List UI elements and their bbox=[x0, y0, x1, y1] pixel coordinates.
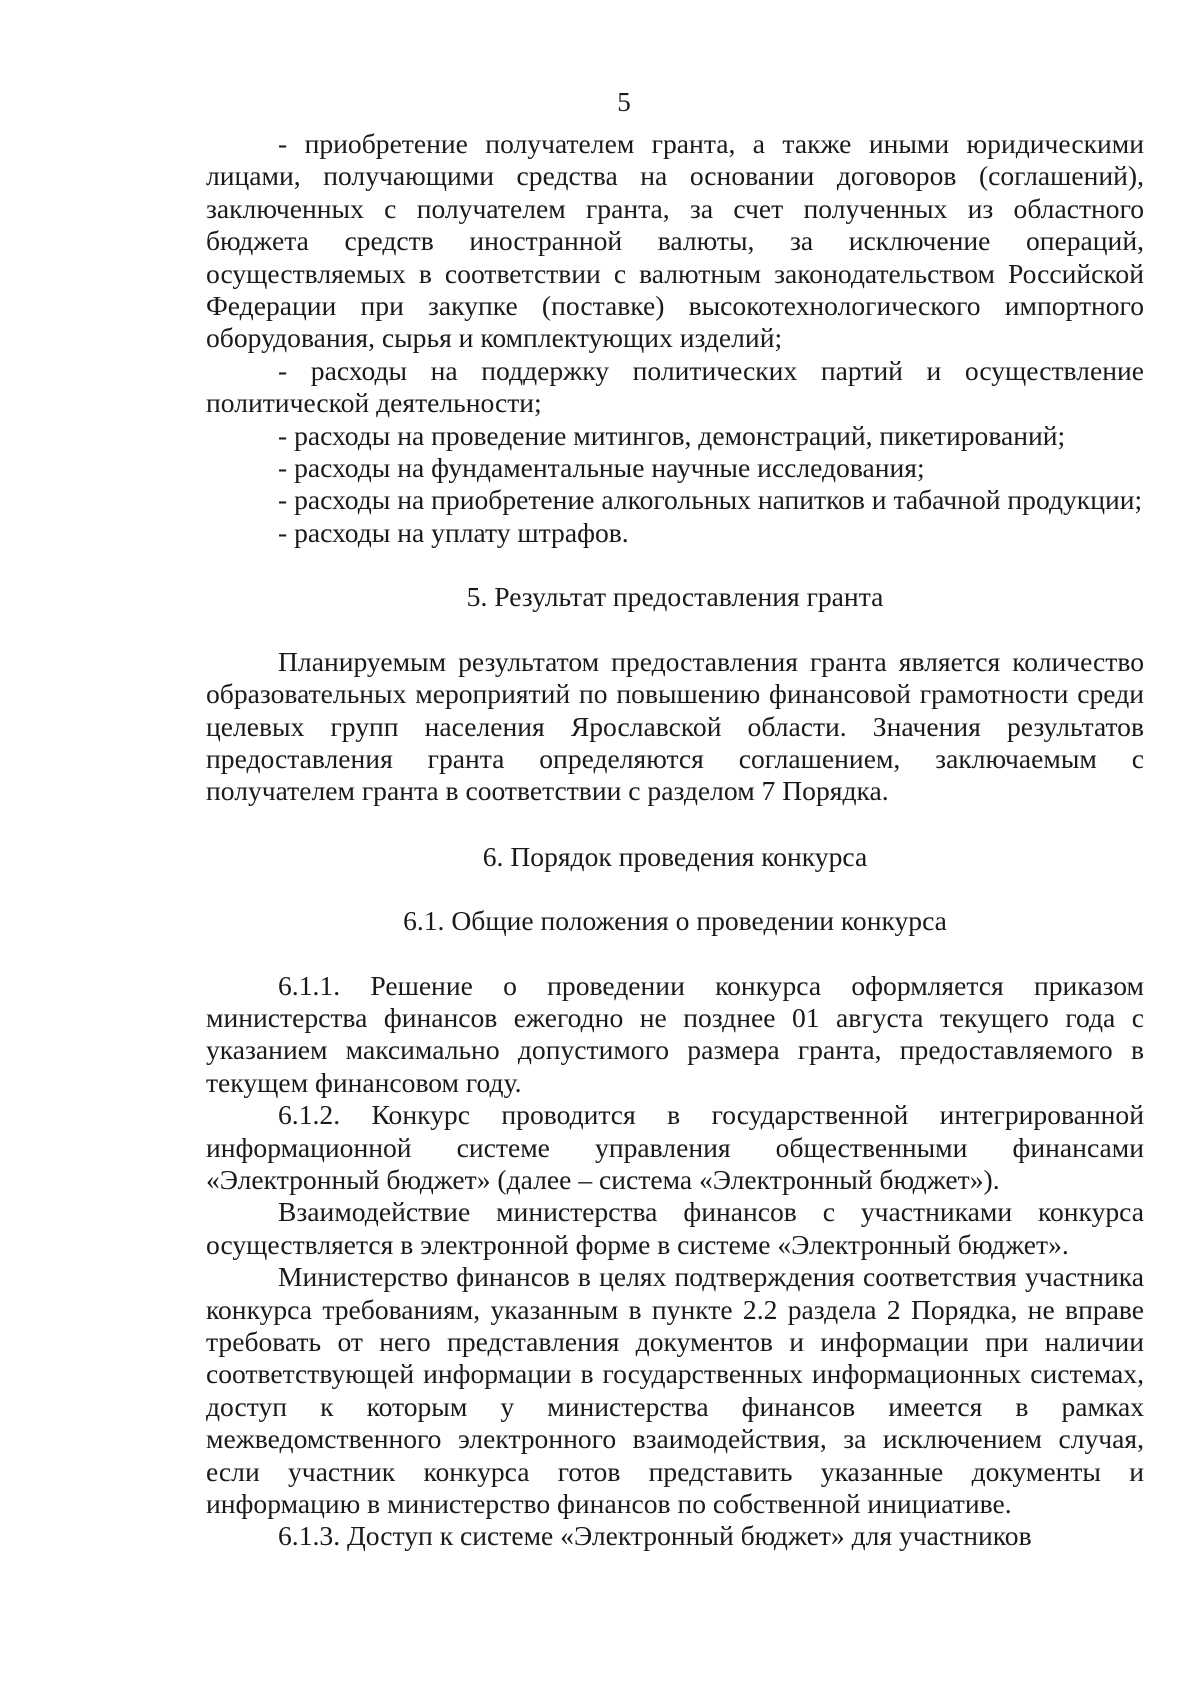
section-6-heading: 6. Порядок проведения конкурса bbox=[482, 840, 868, 872]
spacer bbox=[206, 549, 1144, 581]
paragraph-6-1-1: 6.1.1. Решение о проведении конкурса оформляется приказом министерства финансов ежегодно не позднее 01 августа текущего года с указанием максимально допустимого размера гранта, предоставляемого в текущем финансовом году. bbox=[206, 969, 1144, 1098]
paragraph-6-1-3: 6.1.3. Доступ к системе «Электронный бюджет» для участников bbox=[278, 1520, 1032, 1552]
paragraph-interaction: Взаимодействие министерства финансов с участниками конкурса осуществляется в электронной форме в системе «Электронный бюджет». bbox=[206, 1196, 1144, 1260]
spacer bbox=[206, 808, 1144, 841]
page-number: 5 bbox=[617, 87, 631, 117]
document-body bbox=[206, 128, 1144, 1553]
spacer bbox=[206, 938, 1144, 970]
spacer bbox=[206, 873, 1144, 905]
section-6-1-subheading: 6.1. Общие положения о проведении конкурса bbox=[403, 905, 947, 937]
list-item: - расходы на проведение митингов, демонстраций, пикетирований; bbox=[278, 419, 1066, 451]
list-item: - расходы на поддержку политических партий и осуществление политической деятельности; bbox=[206, 354, 1144, 419]
list-item: - приобретение получателем гранта, а также иными юридическими лицами, получающими средства на основании договоров (соглашений), заключенных с получателем гранта, за счет полученных из областного бюджета средств иностранной валюты, за исключение операций, осуществляемых в соответствии с валютным законодательством Российской Федерации при закупке (поставке) высокотехнологического импортного оборудования, сырья и комплектующих изделий; bbox=[206, 128, 1144, 354]
paragraph-ministry: Министерство финансов в целях подтверждения соответствия участника конкурса требованиям, указанным в пункте 2.2 раздела 2 Порядка, не вправе требовать от него представления документов и информации при наличии соответствующей информации в государственных информационных системах, доступ к которым у министерства финансов имеется в рамках межведомственного электронного взаимодействия, за исключением случая, если участник конкурса готов представить указанные документы и информацию в министерство финансов по собственной инициативе. bbox=[206, 1261, 1144, 1520]
list-item: - расходы на уплату штрафов. bbox=[278, 516, 629, 548]
section-5-heading: 5. Результат предоставления гранта bbox=[466, 581, 884, 613]
list-item: - расходы на приобретение алкогольных напитков и табачной продукции; bbox=[278, 484, 1143, 516]
list-item: - расходы на фундаментальные научные исследования; bbox=[278, 452, 925, 484]
spacer bbox=[206, 614, 1144, 646]
section-5-paragraph: Планируемым результатом предоставления гранта является количество образовательных мероприятий по повышению финансовой грамотности среди целевых групп населения Ярославской области. Значения результатов предоставления гранта определяются соглашением, заключаемым с получателем гранта в соответствии с разделом 7 Порядка. bbox=[206, 645, 1144, 807]
paragraph-6-1-2: 6.1.2. Конкурс проводится в государственной интегрированной информационной системе управления общественными финансами «Электронный бюджет» (далее – система «Электронный бюджет»). bbox=[206, 1099, 1144, 1195]
